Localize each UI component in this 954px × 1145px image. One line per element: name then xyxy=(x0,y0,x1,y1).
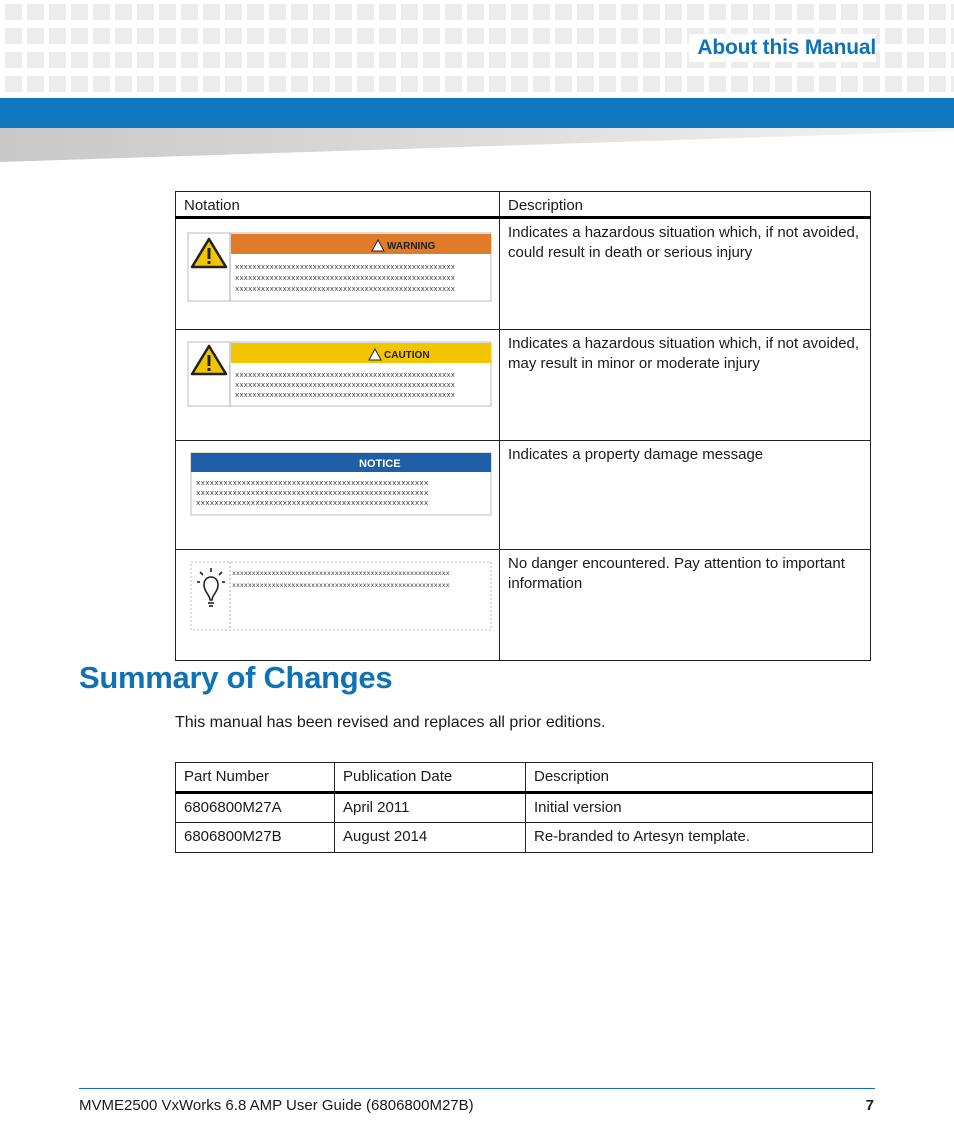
notation-header-notation: Notation xyxy=(176,192,500,218)
header-tile xyxy=(709,4,726,20)
header-tile xyxy=(775,76,792,92)
header-tile xyxy=(357,4,374,20)
header-tile xyxy=(181,76,198,92)
header-tile xyxy=(115,4,132,20)
header-tile xyxy=(379,28,396,44)
header-tile xyxy=(5,28,22,44)
header-tile xyxy=(159,76,176,92)
header-tile xyxy=(819,4,836,20)
header-tile xyxy=(467,76,484,92)
header-tile xyxy=(797,4,814,20)
header-tile xyxy=(665,4,682,20)
header-tile xyxy=(643,76,660,92)
header-tile xyxy=(181,52,198,68)
header-tile xyxy=(577,4,594,20)
header-tile xyxy=(445,4,462,20)
header-tile xyxy=(665,52,682,68)
header-tile xyxy=(93,4,110,20)
part-number-cell: 6806800M27A xyxy=(176,793,335,823)
part-number-cell: 6806800M27B xyxy=(176,823,335,853)
header-tile xyxy=(247,4,264,20)
header-tile xyxy=(137,52,154,68)
changes-header-row xyxy=(176,763,873,793)
header-tile xyxy=(93,76,110,92)
header-tile xyxy=(357,76,374,92)
header-tile xyxy=(665,76,682,92)
header-tile xyxy=(225,28,242,44)
table-row xyxy=(176,823,873,853)
placeholder-line: xxxxxxxxxxxxxxxxxxxxxxxxxxxxxxxxxxxxxxxxxxxxxxxxxxx xyxy=(235,286,455,294)
header-tile xyxy=(423,4,440,20)
header-tile xyxy=(401,28,418,44)
placeholder-line: xxxxxxxxxxxxxxxxxxxxxxxxxxxxxxxxxxxxxxxxxxxxxxxxxxx xyxy=(235,382,455,390)
header-tile xyxy=(621,28,638,44)
header-tile xyxy=(401,76,418,92)
header-tile xyxy=(885,52,902,68)
header-tile xyxy=(71,76,88,92)
header-tile xyxy=(115,76,132,92)
header-tile xyxy=(379,76,396,92)
tip-sample xyxy=(176,550,484,650)
header-tile xyxy=(599,4,616,20)
header-tile xyxy=(137,4,154,20)
notation-row-tip xyxy=(176,550,871,661)
publication-date-cell: August 2014 xyxy=(335,823,526,853)
header-tile xyxy=(313,76,330,92)
footer-divider xyxy=(79,1088,875,1089)
placeholder-line: xxxxxxxxxxxxxxxxxxxxxxxxxxxxxxxxxxxxxxxxxxxxxxxxxxx xyxy=(196,490,429,498)
placeholder-line: xxxxxxxxxxxxxxxxxxxxxxxxxxxxxxxxxxxxxxxxxxxxxxxxxxxxxxx xyxy=(232,582,450,589)
header-tile xyxy=(599,52,616,68)
header-tile xyxy=(27,76,44,92)
notation-cell xyxy=(176,218,500,330)
header-tile xyxy=(313,52,330,68)
header-tile xyxy=(907,76,924,92)
header-tile xyxy=(313,28,330,44)
header-tile xyxy=(181,28,198,44)
header-tile xyxy=(775,4,792,20)
notation-description: Indicates a hazardous situation which, if not avoided, may result in minor or moderate injury xyxy=(500,330,871,441)
header-tile xyxy=(93,28,110,44)
footer-page-number: 7 xyxy=(865,1097,874,1114)
header-tile xyxy=(269,52,286,68)
header-tile xyxy=(357,52,374,68)
header-tile xyxy=(577,28,594,44)
header-tile xyxy=(533,28,550,44)
notation-header-description: Description xyxy=(500,192,871,218)
header-tile xyxy=(907,52,924,68)
header-tile xyxy=(555,76,572,92)
header-tile xyxy=(159,52,176,68)
header-tile xyxy=(357,28,374,44)
header-tile xyxy=(423,28,440,44)
header-tile xyxy=(445,52,462,68)
notation-cell xyxy=(176,330,500,441)
header-tile xyxy=(159,28,176,44)
header-tile xyxy=(203,28,220,44)
header-tile xyxy=(27,4,44,20)
header-tile xyxy=(335,28,352,44)
header-tile xyxy=(533,4,550,20)
header-tile xyxy=(599,28,616,44)
notation-table xyxy=(175,191,871,661)
header-tile xyxy=(643,4,660,20)
warning-sample-graphic xyxy=(176,219,496,319)
header-tile xyxy=(489,28,506,44)
header-tile xyxy=(511,4,528,20)
header-tile xyxy=(379,4,396,20)
notation-cell xyxy=(176,441,500,550)
warning-sample xyxy=(176,219,484,319)
header-tile xyxy=(159,4,176,20)
notation-row-notice xyxy=(176,441,871,550)
header-tile xyxy=(731,4,748,20)
warning-label: WARNING xyxy=(387,241,436,252)
header-tile xyxy=(71,52,88,68)
notice-sample xyxy=(176,441,484,541)
header-tile xyxy=(137,28,154,44)
header-tile xyxy=(665,28,682,44)
header-tile xyxy=(247,28,264,44)
summary-title: Summary of Changes xyxy=(79,660,393,695)
header-tile xyxy=(467,28,484,44)
publication-date-cell: April 2011 xyxy=(335,793,526,823)
header-tile xyxy=(291,28,308,44)
header-tile xyxy=(621,76,638,92)
footer-doc-title: MVME2500 VxWorks 6.8 AMP User Guide (6806800M27B) xyxy=(79,1097,474,1114)
header-tile xyxy=(5,52,22,68)
header-tile xyxy=(621,4,638,20)
description-cell: Initial version xyxy=(526,793,873,823)
header-tile xyxy=(489,76,506,92)
header-tile xyxy=(49,28,66,44)
header-tile xyxy=(203,76,220,92)
header-tile xyxy=(5,76,22,92)
header-tile xyxy=(687,76,704,92)
header-tile xyxy=(621,52,638,68)
table-row xyxy=(176,793,873,823)
header-tile xyxy=(49,76,66,92)
header-section-title: About this Manual xyxy=(689,34,876,62)
header-tile xyxy=(27,28,44,44)
header-tile xyxy=(137,76,154,92)
header-tile xyxy=(885,28,902,44)
header-tile xyxy=(643,28,660,44)
header-tile xyxy=(885,76,902,92)
header-tile xyxy=(313,4,330,20)
header-blue-bar xyxy=(0,98,954,128)
header-tile xyxy=(181,4,198,20)
header-tile xyxy=(533,52,550,68)
header-tile xyxy=(115,52,132,68)
placeholder-line: xxxxxxxxxxxxxxxxxxxxxxxxxxxxxxxxxxxxxxxxxxxxxxxxxxx xyxy=(196,480,429,488)
header-tile xyxy=(863,76,880,92)
summary-intro: This manual has been revised and replaces all prior editions. xyxy=(175,714,606,731)
header-tile xyxy=(577,76,594,92)
header-tile xyxy=(577,52,594,68)
header-gray-swoosh xyxy=(0,128,954,164)
header-tile xyxy=(511,28,528,44)
description-cell: Re-branded to Artesyn template. xyxy=(526,823,873,853)
header-tile xyxy=(643,52,660,68)
header-tile xyxy=(797,76,814,92)
changes-header-publication-date: Publication Date xyxy=(335,763,526,793)
header-tile xyxy=(225,76,242,92)
notation-description: Indicates a hazardous situation which, if not avoided, could result in death or serious injury xyxy=(500,218,871,330)
header-tile xyxy=(555,4,572,20)
header-tile xyxy=(27,52,44,68)
notation-header-row xyxy=(176,192,871,218)
header-tile xyxy=(753,4,770,20)
header-tile xyxy=(599,76,616,92)
notation-description: Indicates a property damage message xyxy=(500,441,871,550)
header-tile xyxy=(467,4,484,20)
header-tile xyxy=(753,76,770,92)
header-tile xyxy=(225,52,242,68)
placeholder-line: xxxxxxxxxxxxxxxxxxxxxxxxxxxxxxxxxxxxxxxxxxxxxxxxxxx xyxy=(196,500,429,508)
header-tile xyxy=(533,76,550,92)
placeholder-line: xxxxxxxxxxxxxxxxxxxxxxxxxxxxxxxxxxxxxxxxxxxxxxxxxxx xyxy=(235,275,455,283)
header-tile xyxy=(49,4,66,20)
header-tile xyxy=(291,4,308,20)
header-tile xyxy=(203,4,220,20)
header-tile xyxy=(269,28,286,44)
header-tile xyxy=(5,4,22,20)
notice-label: NOTICE xyxy=(359,458,401,470)
header-tile xyxy=(929,4,946,20)
placeholder-line: xxxxxxxxxxxxxxxxxxxxxxxxxxxxxxxxxxxxxxxxxxxxxxxxxxx xyxy=(235,392,455,400)
header-tile xyxy=(511,52,528,68)
caution-label: CAUTION xyxy=(384,350,430,361)
header-tile xyxy=(423,76,440,92)
header-tile xyxy=(489,52,506,68)
header-tile xyxy=(247,76,264,92)
header-tile xyxy=(247,52,264,68)
caution-sample-graphic xyxy=(176,330,496,430)
header-tile xyxy=(49,52,66,68)
header-tile xyxy=(291,52,308,68)
header-tile xyxy=(841,4,858,20)
header-tile xyxy=(269,76,286,92)
header-tile xyxy=(929,76,946,92)
changes-header-part-number: Part Number xyxy=(176,763,335,793)
header-tile xyxy=(379,52,396,68)
notation-cell xyxy=(176,550,500,661)
header-tile xyxy=(819,76,836,92)
header-tile xyxy=(423,52,440,68)
header-tile xyxy=(445,76,462,92)
header-tile xyxy=(225,4,242,20)
changes-header-description: Description xyxy=(526,763,873,793)
header-tile xyxy=(907,4,924,20)
header-tile xyxy=(841,76,858,92)
notation-row-caution xyxy=(176,330,871,441)
tip-sample-graphic xyxy=(176,550,496,650)
notation-description: No danger encountered. Pay attention to important information xyxy=(500,550,871,661)
header-tile xyxy=(489,4,506,20)
changes-table xyxy=(175,762,873,853)
placeholder-line: xxxxxxxxxxxxxxxxxxxxxxxxxxxxxxxxxxxxxxxxxxxxxxxxxxx xyxy=(235,264,455,272)
header-tile xyxy=(511,76,528,92)
notation-row-warning xyxy=(176,218,871,330)
header-tile xyxy=(71,4,88,20)
header-tile xyxy=(335,52,352,68)
header-tile xyxy=(907,28,924,44)
header-tile xyxy=(401,52,418,68)
header-tile xyxy=(929,52,946,68)
header-tile xyxy=(269,4,286,20)
header-tile xyxy=(335,4,352,20)
header-tile xyxy=(203,52,220,68)
header-tile xyxy=(687,4,704,20)
header-tile xyxy=(467,52,484,68)
header-tile xyxy=(555,52,572,68)
header-tile xyxy=(885,4,902,20)
header-tile xyxy=(291,76,308,92)
header-tile xyxy=(115,28,132,44)
header-tile xyxy=(731,76,748,92)
header-tile xyxy=(401,4,418,20)
header-tile xyxy=(863,4,880,20)
header-tile xyxy=(929,28,946,44)
header-tile xyxy=(709,76,726,92)
placeholder-line: xxxxxxxxxxxxxxxxxxxxxxxxxxxxxxxxxxxxxxxxxxxxxxxxxxxxxxx xyxy=(232,570,450,577)
header-tile xyxy=(335,76,352,92)
header-tile xyxy=(555,28,572,44)
caution-sample xyxy=(176,330,484,430)
header-tile xyxy=(71,28,88,44)
header-tile xyxy=(93,52,110,68)
notice-sample-graphic xyxy=(176,441,496,541)
header-tile xyxy=(445,28,462,44)
placeholder-line: xxxxxxxxxxxxxxxxxxxxxxxxxxxxxxxxxxxxxxxxxxxxxxxxxxx xyxy=(235,372,455,380)
